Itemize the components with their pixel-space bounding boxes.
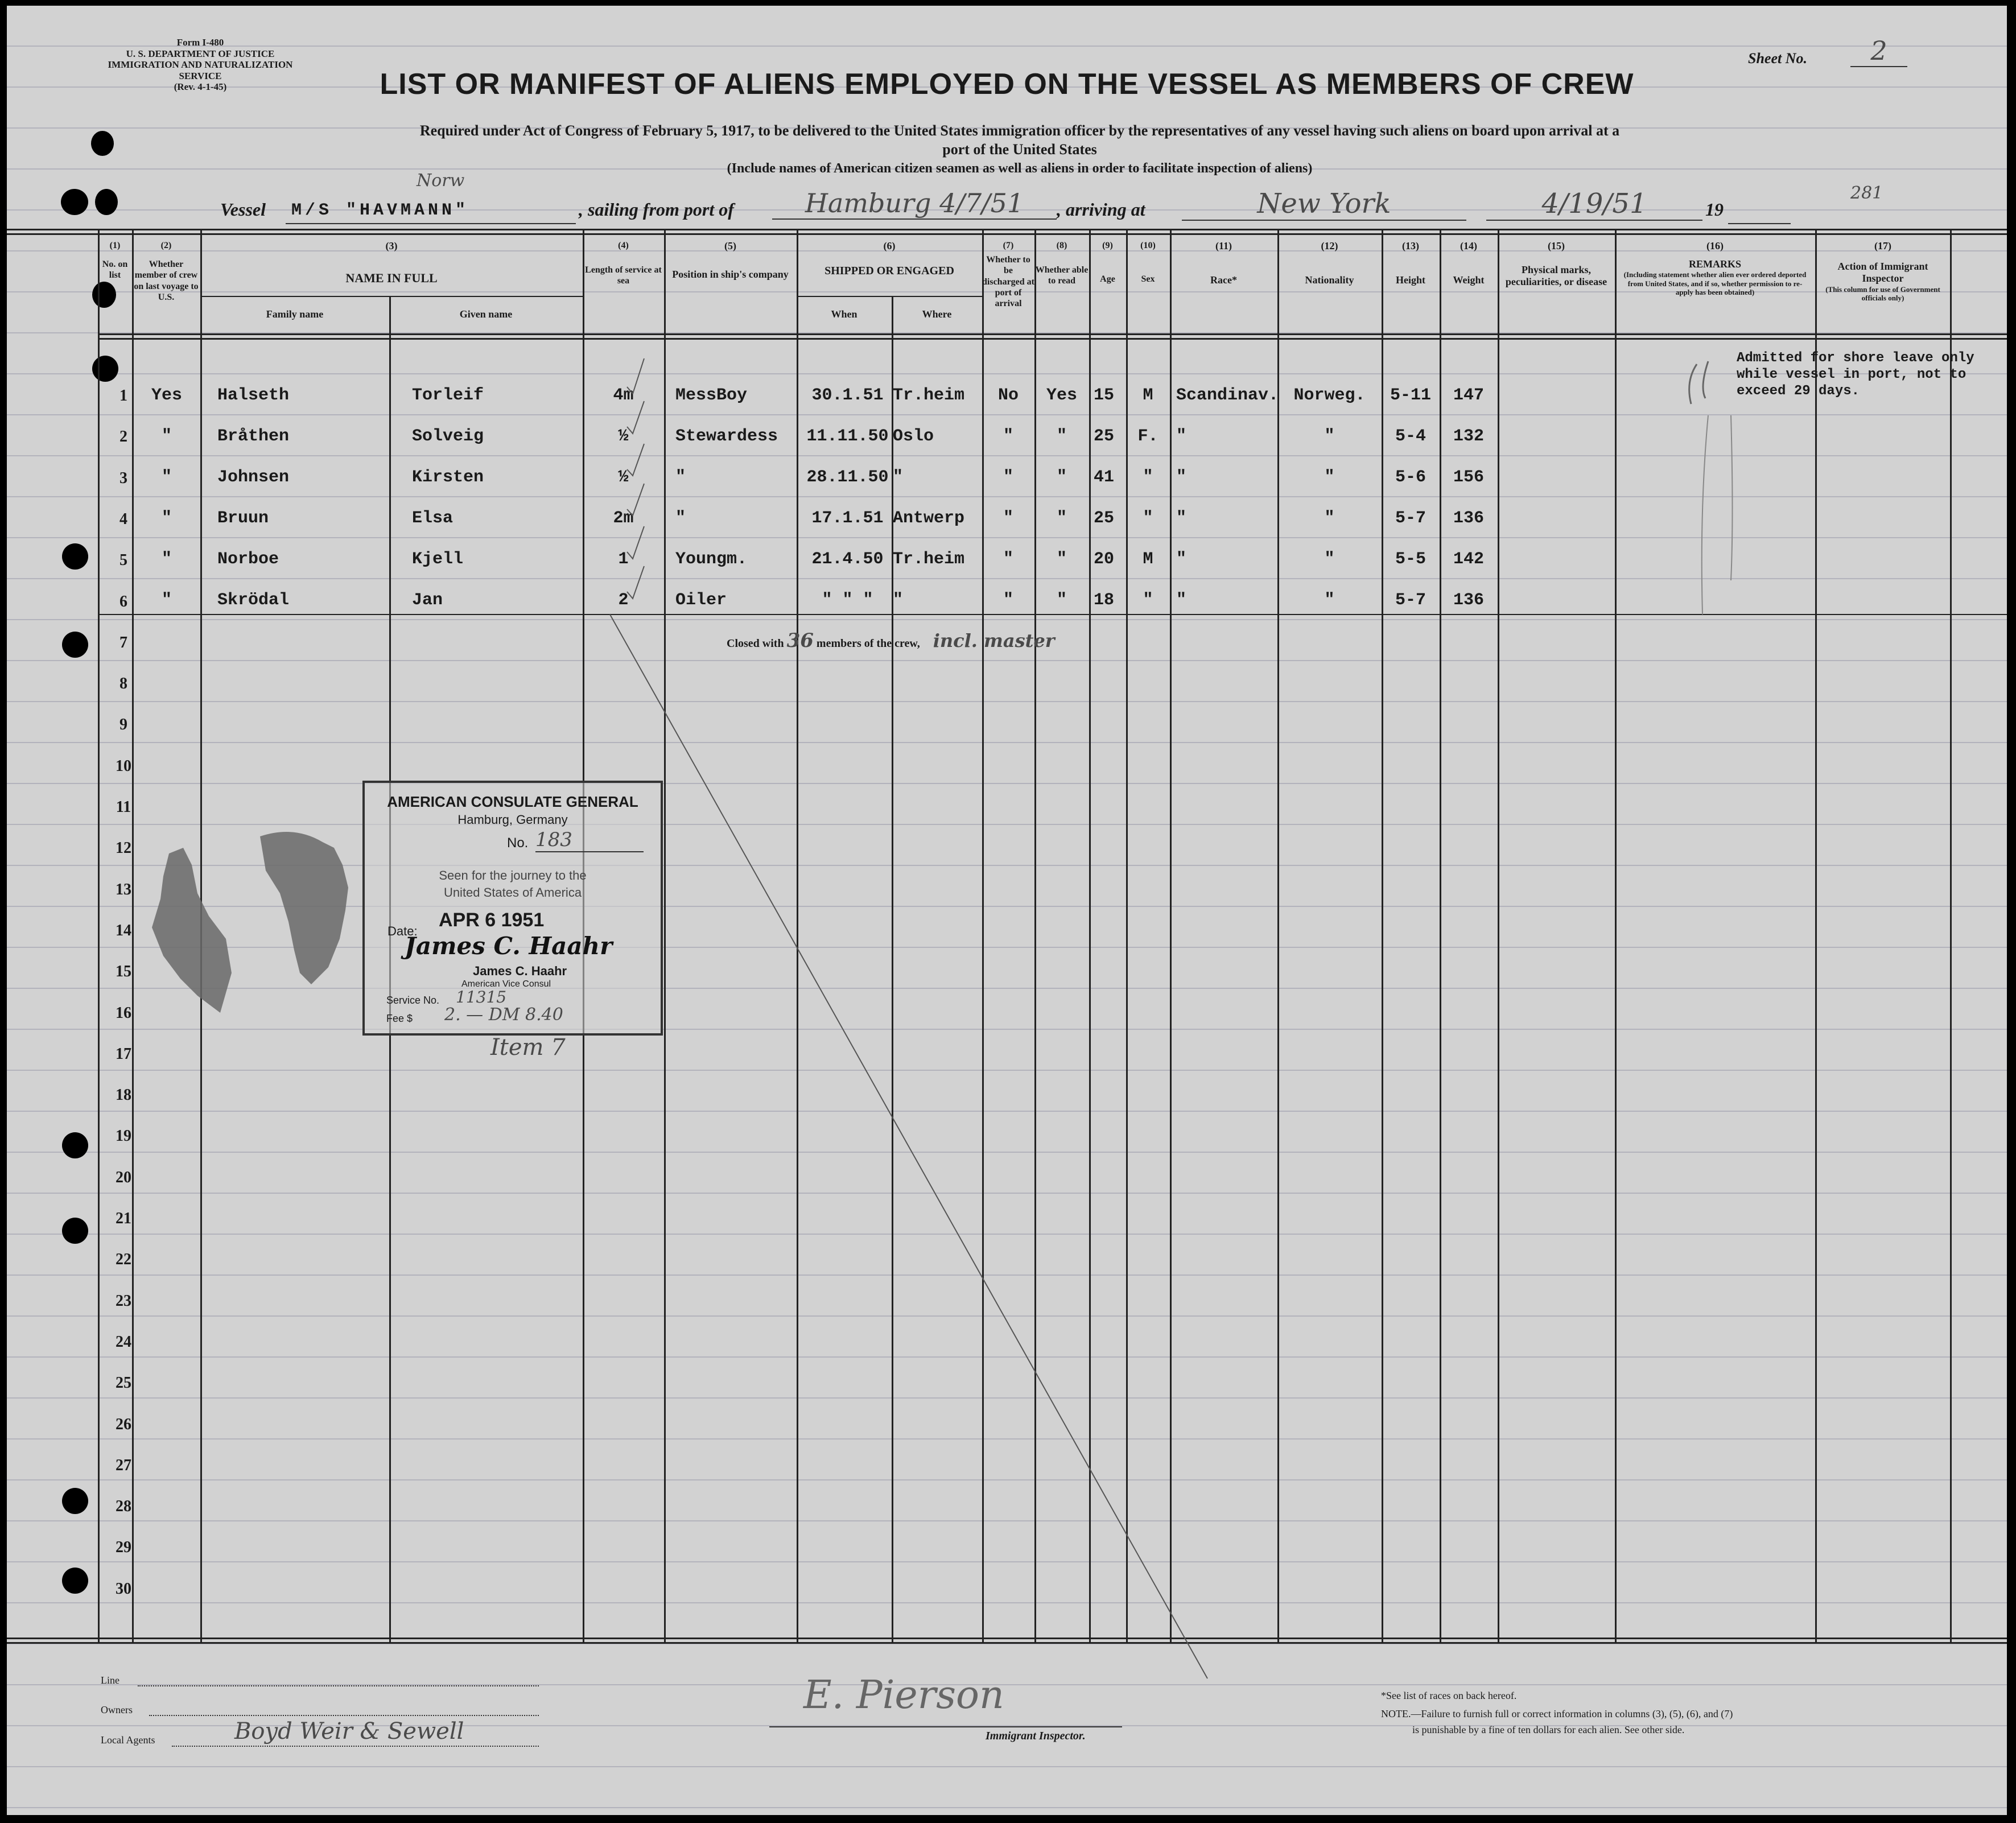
cell-weight: 156	[1453, 468, 1484, 487]
footer-agents-field	[172, 1746, 539, 1747]
header-col5: (5) Position in ship's company	[672, 240, 789, 280]
cell-weight: 136	[1453, 591, 1484, 610]
cell-discharge: "	[1003, 427, 1013, 446]
cell-age: 18	[1094, 591, 1115, 610]
cell-nationality: Norweg.	[1293, 386, 1366, 405]
cell-height: 5-4	[1395, 427, 1426, 446]
check-mark	[627, 358, 644, 394]
header-bottom-border-2	[98, 338, 2007, 340]
cell-where: "	[893, 591, 904, 610]
cell-prior: "	[161, 509, 172, 528]
stamp-service-value: 11315	[456, 988, 507, 1007]
row-number: 15	[116, 963, 131, 981]
row-number: 26	[116, 1415, 131, 1433]
cell-where: Tr.heim	[893, 550, 965, 569]
closed-note: incl. master	[933, 630, 1055, 651]
cell-service: 1	[618, 550, 629, 569]
header-col13: (13) Height	[1396, 240, 1425, 286]
remarks-text	[1737, 350, 1974, 399]
cell-where: Oslo	[893, 427, 934, 446]
header-col2: (2) Whether member of crew on last voyage to U.S.	[134, 241, 199, 302]
header-col7: (7) Whether to be discharged at port of arrival	[982, 241, 1034, 308]
cell-race: "	[1176, 427, 1187, 446]
cell-prior: "	[161, 550, 172, 569]
form-revision: (Rev. 4-1-45)	[174, 81, 227, 93]
cell-family: Norboe	[217, 550, 279, 569]
cell-sex: "	[1143, 591, 1153, 610]
closed-count: 36	[786, 629, 814, 652]
header-col3: (3) NAME IN FULL	[345, 240, 438, 285]
cell-read: "	[1056, 427, 1067, 446]
closed-suffix: members of the crew,	[816, 637, 920, 650]
cell-sex: M	[1143, 386, 1153, 405]
table-top-border-2	[7, 233, 2007, 235]
vessel-note: Norw	[417, 171, 465, 191]
inspector-signature: E. Pierson	[803, 1673, 1004, 1718]
cell-read: "	[1056, 509, 1067, 528]
header-col8: (8) Whether able to read	[1035, 241, 1089, 286]
col-line	[1950, 229, 1952, 1642]
cell-nationality: "	[1324, 550, 1335, 569]
header-col14: (14) Weight	[1453, 240, 1485, 286]
inspector-signature-line	[769, 1726, 1122, 1727]
cell-discharge: "	[1003, 550, 1013, 569]
cell-given: Solveig	[412, 427, 484, 446]
row-number: 27	[116, 1456, 131, 1474]
row-number: 14	[116, 921, 131, 939]
cell-height: 5-6	[1395, 468, 1426, 487]
cell-race: "	[1176, 468, 1187, 487]
form-number: Form I-480	[176, 37, 224, 48]
row-number: 4	[119, 510, 127, 528]
cell-race: Scandinav.	[1176, 386, 1279, 405]
cell-read: "	[1056, 550, 1067, 569]
stamp-city: Hamburg, Germany	[457, 812, 568, 827]
cell-where: "	[893, 468, 904, 487]
page-title: LIST OR MANIFEST OF ALIENS EMPLOYED ON THE VESSEL AS MEMBERS OF CREW	[380, 68, 1634, 101]
row-number: 28	[116, 1498, 131, 1516]
header-col10: (10) Sex	[1140, 241, 1156, 284]
cell-height: 5-11	[1390, 386, 1431, 405]
arrival-date: 4/19/51	[1486, 188, 1702, 221]
header-col16: (16) REMARKS (Including statement whether alien ever ordered deported from United States, and if so, whether permission to re-apply has been obtained)	[1623, 240, 1807, 297]
check-mark	[627, 484, 644, 515]
row-number: 17	[116, 1045, 131, 1063]
subtitle-line-2: port of the United States	[942, 141, 1097, 158]
stamp-officer-role: American Vice Consul	[461, 979, 551, 989]
sheet-number-value: 2	[1850, 35, 1907, 67]
embossed-seal-left	[129, 842, 243, 1024]
cell-race: "	[1176, 509, 1187, 528]
cell-where: Tr.heim	[893, 386, 965, 405]
year-label: 19	[1705, 199, 1724, 220]
row-number: 24	[116, 1333, 131, 1351]
cell-discharge: No	[997, 386, 1019, 405]
cell-read: Yes	[1046, 386, 1077, 405]
cell-nationality: "	[1324, 427, 1335, 446]
header-col9: (9) Age	[1100, 241, 1115, 284]
penalty-note-line-1: NOTE.—Failure to furnish full or correct information in columns (3), (5), (6), and (7)	[1381, 1708, 1733, 1719]
col-line	[1498, 229, 1499, 1642]
punch-hole	[62, 1218, 88, 1244]
row-number: 12	[116, 839, 131, 857]
row-number: 21	[116, 1210, 131, 1227]
check-mark	[627, 526, 644, 559]
row-number: 19	[116, 1127, 131, 1145]
port-to: New York	[1182, 188, 1466, 221]
consulate-stamp	[362, 781, 663, 1036]
cell-family: Halseth	[217, 386, 290, 405]
cell-age: 41	[1094, 468, 1115, 487]
year-underline	[1728, 223, 1791, 224]
cell-position: Oiler	[675, 591, 727, 610]
cell-prior: "	[161, 427, 172, 446]
row-number: 22	[116, 1251, 131, 1269]
stamp-date-label: Date:	[387, 924, 418, 938]
col-line	[1815, 229, 1817, 1642]
header-col1: (1) No. on list	[102, 241, 128, 281]
check-marks	[621, 347, 667, 620]
cell-sex: "	[1143, 468, 1153, 487]
sailing-label: , sailing from port of	[579, 199, 734, 220]
agency-name: U. S. DEPARTMENT OF JUSTICE	[126, 48, 275, 59]
row-number: 7	[119, 633, 127, 651]
cell-when: " " "	[822, 591, 873, 610]
punch-hole	[62, 1488, 88, 1514]
agency-service: IMMIGRATION AND NATURALIZATION SERVICE	[108, 59, 293, 81]
row-number: 25	[116, 1374, 131, 1392]
cell-where: Antwerp	[893, 509, 965, 528]
stamp-fee-value: 2. — DM 8.40	[444, 1005, 563, 1025]
stamp-seen-line-1: Seen for the journey to the	[439, 868, 587, 882]
cell-nationality: "	[1324, 509, 1335, 528]
stamp-item-note: Item 7	[490, 1034, 566, 1061]
footer-owners-field	[149, 1715, 539, 1716]
check-mark	[627, 566, 644, 599]
manifest-sheet	[7, 6, 2007, 1815]
cell-discharge: "	[1003, 468, 1013, 487]
row-number: 2	[119, 428, 127, 446]
check-mark	[627, 444, 644, 476]
penalty-note-line-2: is punishable by a fine of ten dollars for each alien. See other side.	[1412, 1724, 1685, 1735]
header-col6: (6) SHIPPED OR ENGAGED	[824, 240, 954, 277]
cell-given: Elsa	[412, 509, 454, 528]
cell-service: ½	[618, 427, 629, 446]
vessel-label: Vessel	[220, 199, 266, 220]
cell-given: Kirsten	[412, 468, 484, 487]
punch-hole	[95, 189, 118, 215]
cell-position: "	[675, 468, 686, 487]
cell-height: 5-5	[1395, 550, 1426, 569]
cell-service: 2	[618, 591, 629, 610]
row-number: 29	[116, 1539, 131, 1557]
row-number: 3	[119, 469, 127, 487]
stamp-service-label: Service No.	[386, 995, 440, 1006]
cell-when: 17.1.51	[811, 509, 884, 528]
subtitle-line-3: (Include names of American citizen seamen as well as aliens in order to facilitate inspection of aliens)	[727, 161, 1313, 176]
footer-owners-label: Owners	[101, 1704, 133, 1715]
cell-sex: "	[1143, 509, 1153, 528]
punch-hole	[62, 543, 88, 570]
punch-hole	[92, 282, 116, 308]
stamp-date-value: APR 6 1951	[439, 909, 545, 931]
row-number: 5	[119, 551, 127, 570]
cell-service: ½	[618, 468, 629, 487]
page-reference: 281	[1850, 183, 1883, 203]
cell-position: MessBoy	[675, 386, 748, 405]
cell-height: 5-7	[1395, 591, 1426, 610]
cell-given: Jan	[412, 591, 443, 610]
remarks-line-2: while vessel in port, not to	[1737, 366, 1966, 382]
cell-age: 20	[1094, 550, 1115, 569]
row-number: 13	[116, 880, 131, 898]
vessel-name: M/S "HAVMANN"	[291, 201, 469, 220]
cell-service: 4m	[613, 386, 634, 405]
col-line	[1615, 229, 1617, 1642]
row-number: 18	[116, 1086, 131, 1104]
row-number: 11	[116, 798, 131, 816]
stamp-no-value: 183	[535, 828, 644, 852]
arriving-label: , arriving at	[1057, 199, 1145, 220]
cell-weight: 136	[1453, 509, 1484, 528]
row-number: 8	[119, 675, 127, 693]
header-col11: (11) Race*	[1210, 240, 1237, 286]
cell-weight: 147	[1453, 386, 1484, 405]
row-number: 9	[119, 716, 127, 734]
footer-agents-value: Boyd Weir & Sewell	[234, 1718, 464, 1744]
name-subheader-rule	[200, 296, 583, 297]
cell-family: Johnsen	[217, 468, 290, 487]
cell-race: "	[1176, 550, 1187, 569]
punch-hole	[62, 1132, 88, 1158]
punch-hole	[92, 356, 118, 382]
row-number: 6	[119, 592, 127, 611]
cell-race: "	[1176, 591, 1187, 610]
closed-prefix: Closed with	[727, 637, 784, 650]
header-where: Where	[922, 308, 952, 320]
cell-weight: 142	[1453, 550, 1484, 569]
cell-read: "	[1056, 591, 1067, 610]
cell-position: Stewardess	[675, 427, 778, 446]
cell-nationality: "	[1324, 468, 1335, 487]
row-number: 20	[116, 1168, 131, 1186]
cell-nationality: "	[1324, 591, 1335, 610]
row-number: 30	[116, 1579, 131, 1598]
footer-agents-label: Local Agents	[101, 1734, 155, 1746]
stamp-title: AMERICAN CONSULATE GENERAL	[387, 793, 638, 810]
cell-family: Skrödal	[217, 591, 290, 610]
stamp-officer-name: James C. Haahr	[473, 964, 567, 978]
cell-prior: "	[161, 468, 172, 487]
vessel-underline	[286, 223, 576, 224]
row-number: 23	[116, 1292, 131, 1310]
cell-given: Torleif	[412, 386, 484, 405]
header-when: When	[831, 308, 857, 320]
shipped-subheader-rule	[797, 296, 982, 297]
header-col12: (12) Nationality	[1305, 240, 1354, 286]
cell-prior: "	[161, 591, 172, 610]
cell-age: 25	[1094, 427, 1115, 446]
punch-hole	[62, 1568, 88, 1594]
cell-when: 30.1.51	[811, 386, 884, 405]
header-given-name: Given name	[459, 308, 513, 320]
row-number: 16	[116, 1004, 131, 1022]
header-bottom-border	[98, 333, 2007, 335]
cell-discharge: "	[1003, 509, 1013, 528]
check-mark	[627, 401, 644, 434]
cell-sex: M	[1143, 550, 1153, 569]
cell-when: 11.11.50	[806, 427, 889, 446]
row-number: 10	[116, 757, 131, 775]
cell-position: "	[675, 509, 686, 528]
cell-prior: Yes	[151, 386, 182, 405]
cell-family: Bråthen	[217, 427, 290, 446]
cell-sex: F.	[1137, 427, 1159, 446]
table-top-border	[7, 229, 2007, 230]
stamp-seen-line-2: United States of America	[443, 885, 582, 900]
races-note: *See list of races on back hereof.	[1381, 1690, 1517, 1701]
footer-line-field	[138, 1685, 539, 1686]
row-number: 1	[119, 387, 127, 405]
punch-hole	[62, 632, 88, 658]
embossed-seal-right	[249, 825, 362, 990]
cell-family: Bruun	[217, 509, 269, 528]
footer-line-label: Line	[101, 1674, 119, 1686]
port-from: Hamburg 4/7/51	[772, 188, 1057, 220]
cell-height: 5-7	[1395, 509, 1426, 528]
header-col17: (17) Action of Immigrant Inspector (This column for use of Government officials only)	[1825, 240, 1940, 303]
remarks-line-1: Admitted for shore leave only	[1737, 350, 1974, 366]
cell-when: 21.4.50	[811, 550, 884, 569]
cell-when: 28.11.50	[806, 468, 889, 487]
cancellation-diagonal	[604, 609, 1230, 1701]
inspector-label: Immigrant Inspector.	[986, 1730, 1086, 1742]
header-col4: (4) Length of service at sea	[585, 241, 662, 286]
cell-age: 25	[1094, 509, 1115, 528]
stamp-fee-label: Fee $	[386, 1013, 413, 1024]
cell-read: "	[1056, 468, 1067, 487]
cell-age: 15	[1094, 386, 1115, 405]
punch-hole	[61, 189, 88, 215]
stamp-signature: James C. Haahr	[405, 932, 613, 960]
stamp-no-label: No.	[507, 835, 529, 851]
header-family-name: Family name	[266, 308, 324, 320]
header-col15: (15) Physical marks, peculiarities, or disease	[1505, 240, 1607, 288]
cell-position: Youngm.	[675, 550, 748, 569]
remarks-bracket-mark	[1674, 347, 1742, 620]
cell-given: Kjell	[412, 550, 464, 569]
cell-service: 2m	[613, 509, 634, 528]
remarks-line-3: exceed 29 days.	[1737, 383, 1860, 399]
cell-discharge: "	[1003, 591, 1013, 610]
cell-weight: 132	[1453, 427, 1484, 446]
sheet-number-label: Sheet No.	[1748, 50, 1807, 67]
subtitle-line-1: Required under Act of Congress of February 5, 1917, to be delivered to the United States immigration officer by the representatives of any vessel having such aliens on board upon arrival at a	[419, 122, 1620, 139]
